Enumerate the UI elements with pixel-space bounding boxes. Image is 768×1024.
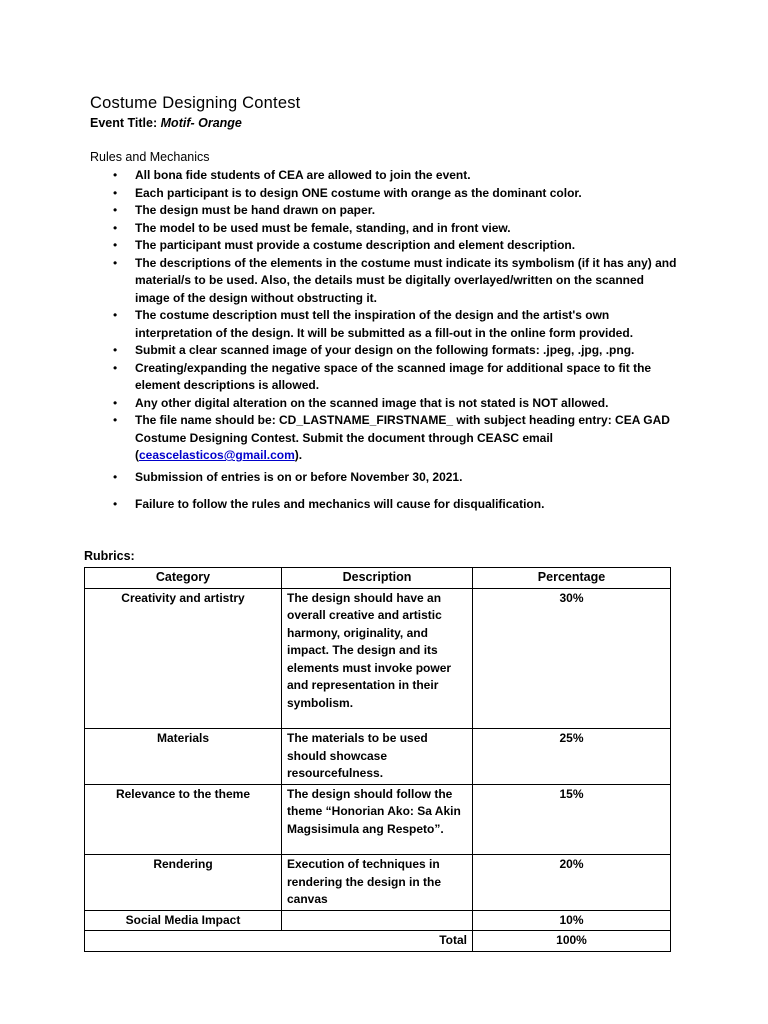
email-open-paren: ( [135,448,139,462]
rubric-total-label: Total [85,931,473,952]
email-close-paren: ). [294,448,303,462]
event-title-label: Event Title: [90,116,158,130]
rubric-percentage: 10% [473,910,671,931]
rubric-percentage: 30% [473,588,671,729]
document-title: Costume Designing Contest [90,94,301,112]
rubric-category: Social Media Impact [85,910,282,931]
rule-item: • The participant must provide a costume description and element description. [90,237,680,255]
table-row [85,784,671,855]
rule-item: • The descriptions of the elements in the costume must indicate its symbolism (if it has any) and material/s to be used. Also, the details must be digitally overlayed/written on the scanned image of the design without obstructing it. [90,255,680,308]
rule-item: • Each participant is to design ONE costume with orange as the dominant color. [90,185,680,203]
rule-item [90,412,680,465]
rubric-description: Execution of techniques in rendering the design in the canvas [282,855,473,911]
event-title-value: Motif- Orange [160,116,242,130]
rubric-description: The design should have an overall creative and artistic harmony, originality, and impact. The design and its elements must invoke power and representation in their symbolism. [282,588,473,729]
rule-item: • Creating/expanding the negative space of the scanned image for additional space to fit the element descriptions is allowed. [90,360,680,395]
table-row [85,729,671,785]
rule-item: • The model to be used must be female, standing, and in front view. [90,220,680,238]
rules-heading: Rules and Mechanics [90,150,210,164]
rubric-header-row [85,568,671,589]
rule-item: • Any other digital alteration on the scanned image that is not stated is NOT allowed. [90,395,680,413]
rubric-description: The materials to be used should showcase resourcefulness. [282,729,473,785]
rubric-category: Relevance to the theme [85,784,282,855]
rubric-description: The design should follow the theme “Honorian Ako: Sa Akin Magsisimula ang Respeto”. [282,784,473,855]
email-link[interactable]: ceascelasticos@gmail.com [139,448,295,462]
rubrics-label: Rubrics: [84,549,135,563]
rubric-header-description: Description [282,568,473,589]
event-title [90,116,242,130]
table-row [85,910,671,931]
rule-item-text: The file name should be: CD_LASTNAME_FIRSTNAME_ with subject heading entry: CEA GAD Costume Designing Contest. Submit the document through CEASC email [135,413,670,445]
rubric-table [84,567,671,952]
rubric-category: Creativity and artistry [85,588,282,729]
rubric-header-percentage: Percentage [473,568,671,589]
rubric-percentage: 20% [473,855,671,911]
table-row [85,855,671,911]
rule-item: • Submission of entries is on or before November 30, 2021. [90,469,680,487]
rubric-total-value: 100% [473,931,671,952]
rubric-percentage: 15% [473,784,671,855]
rule-item: • The costume description must tell the inspiration of the design and the artist's own interpretation of the design. It will be submitted as a fill-out in the online form provided. [90,307,680,342]
rule-item: • The design must be hand drawn on paper. [90,202,680,220]
rubric-header-category: Category [85,568,282,589]
rule-item: • All bona fide students of CEA are allowed to join the event. [90,167,680,185]
rubric-category: Materials [85,729,282,785]
rubric-percentage: 25% [473,729,671,785]
table-row [85,588,671,729]
rule-item: • Failure to follow the rules and mechanics will cause for disqualification. [90,496,680,514]
rubric-description [282,910,473,931]
rule-item: • Submit a clear scanned image of your design on the following formats: .jpeg, .jpg, .png. [90,342,680,360]
rules-list [90,167,680,514]
rubric-total-row [85,931,671,952]
rubric-category: Rendering [85,855,282,911]
